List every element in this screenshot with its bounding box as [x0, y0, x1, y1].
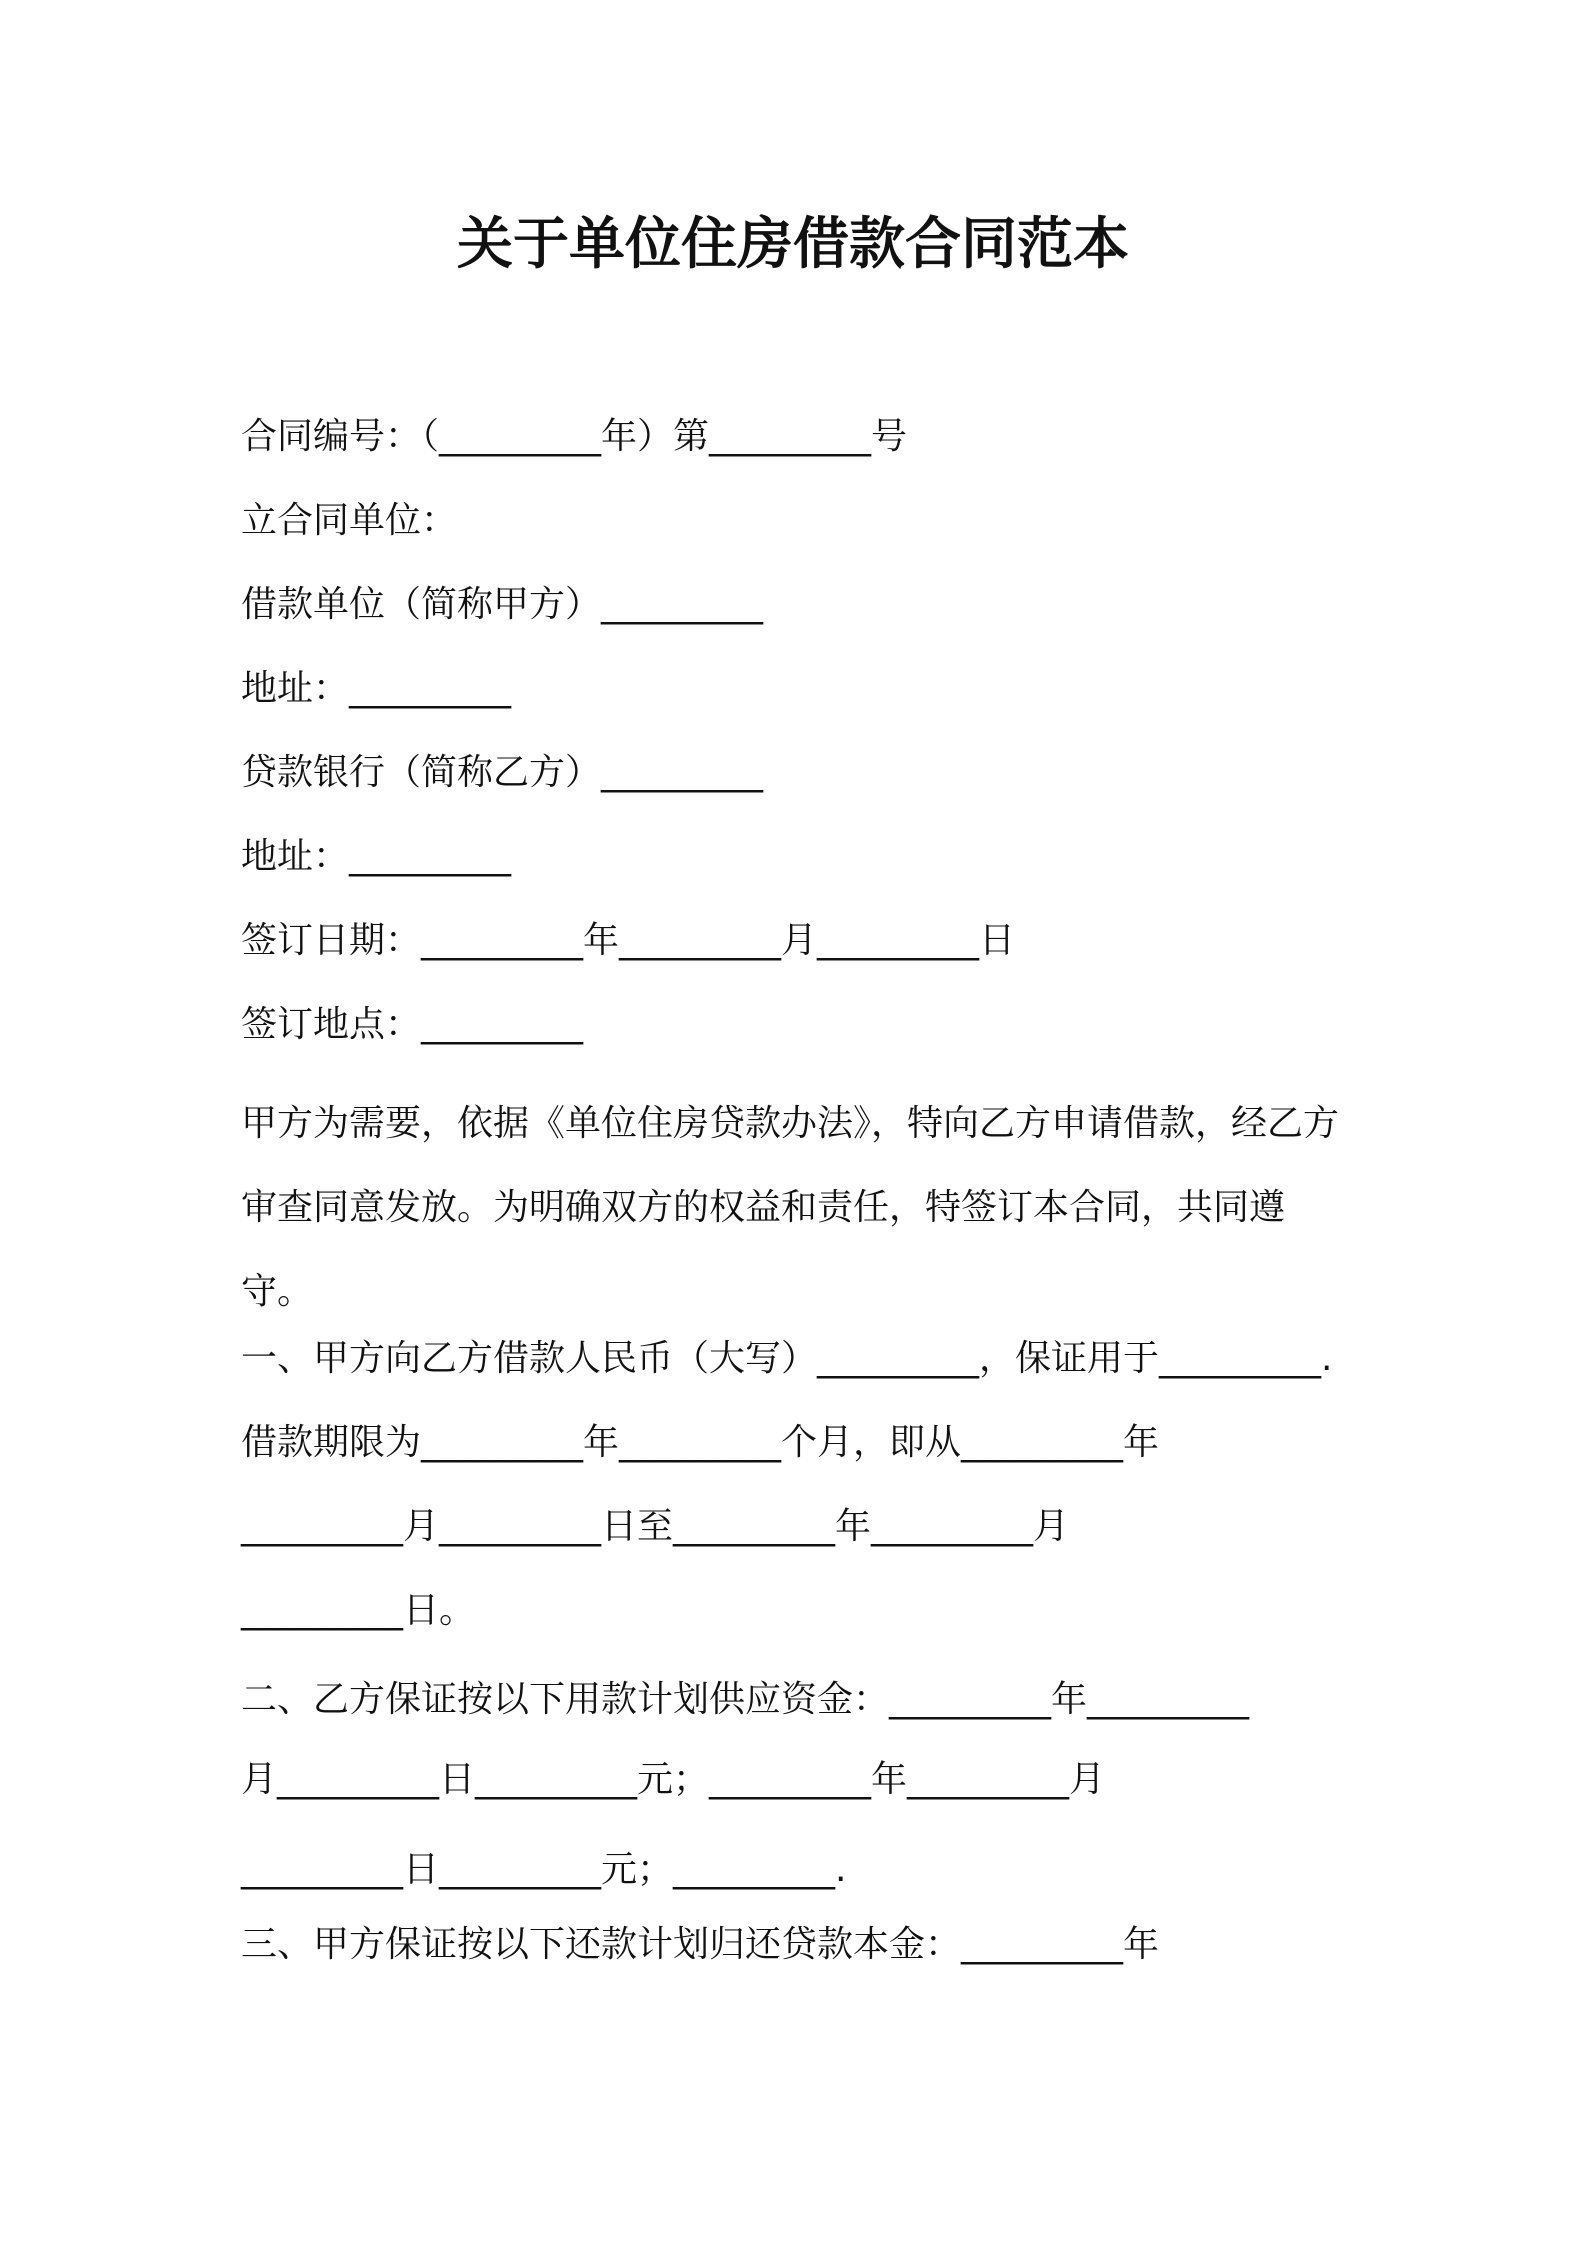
borrower-address-line: 地址：_________	[241, 668, 512, 709]
clause-2-line-1: 二、乙方保证按以下用款计划供应资金：_________年_________	[241, 1679, 1250, 1720]
clause-1-line-4: _________日。	[241, 1590, 476, 1631]
document-title: 关于单位住房借款合同范本	[457, 212, 1129, 277]
clause-2-line-2: 月_________日_________元；_________年_________月	[241, 1759, 1105, 1800]
signing-place-line: 签订地点：_________	[241, 1004, 584, 1045]
contract-number-line: 合同编号：（_________年）第_________号	[241, 416, 908, 457]
clause-3-line-1: 三、甲方保证按以下还款计划归还贷款本金：_________年	[241, 1924, 1160, 1965]
lender-address-line: 地址：_________	[241, 836, 512, 877]
borrower-line: 借款单位（简称甲方）_________	[241, 584, 764, 625]
clause-2-line-3: _________日_________元；_________.	[241, 1849, 847, 1890]
signing-date-line: 签订日期：_________年_________月_________日	[241, 920, 1016, 961]
clause-1-line-1: 一、甲方向乙方借款人民币（大写）_________，保证用于_________.	[241, 1338, 1333, 1379]
clause-1-line-2: 借款期限为_________年_________个月，即从_________年	[241, 1422, 1160, 1463]
lender-line: 贷款银行（简称乙方）_________	[241, 752, 764, 793]
contracting-parties-label: 立合同单位：	[241, 500, 458, 541]
preamble-paragraph: 甲方为需要，依据《单位住房贷款办法》，特向乙方申请借款，经乙方审查同意发放。为明确双方的权益和责任，特签订本合同，共同遵守。	[241, 1103, 1340, 1312]
clause-1-line-3: _________月_________日至_________年_________月	[241, 1506, 1069, 1547]
